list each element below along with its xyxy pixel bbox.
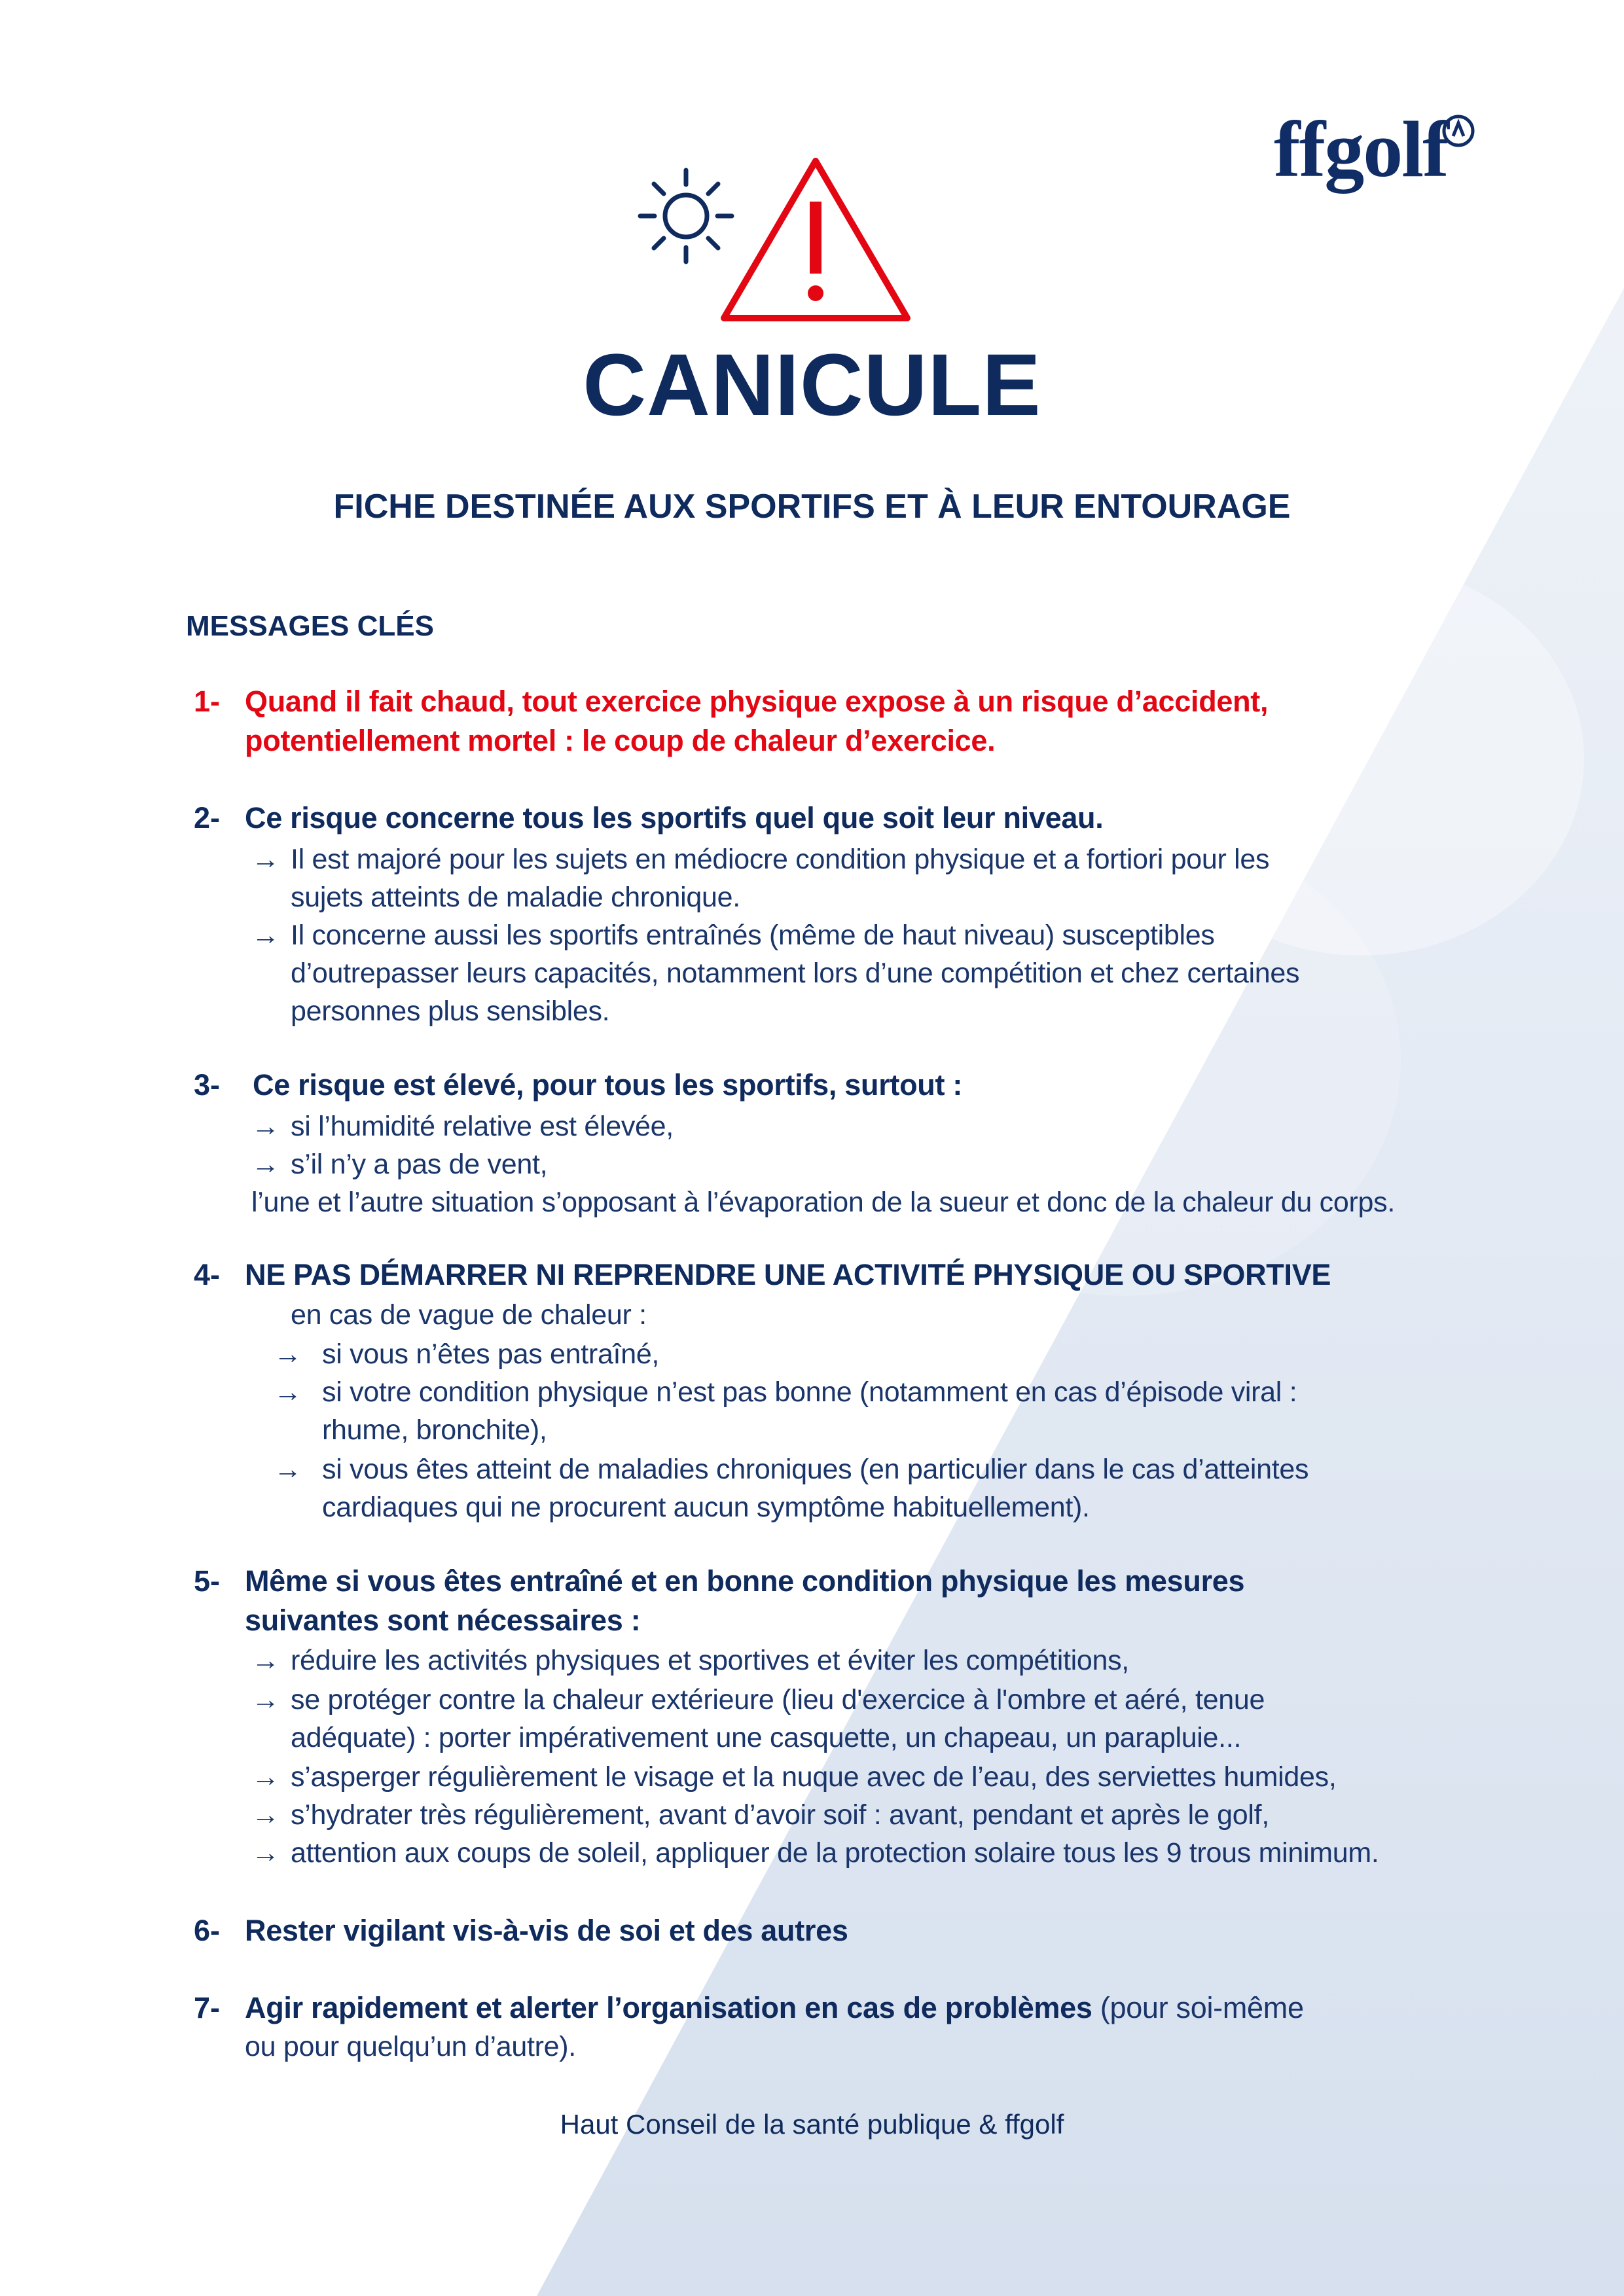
page-subtitle: FICHE DESTINÉE AUX SPORTIFS ET À LEUR ENTOURAGE — [333, 488, 1291, 526]
item-2-bullet-2-line-2: d’outrepasser leurs capacités, notamment lors d’une compétition et chez certaines — [291, 958, 1300, 989]
item-number: 5- — [194, 1564, 221, 1598]
item-4-bullet-2-line-1: si votre condition physique n’est pas bonne (notamment en cas d’épisode viral : — [322, 1376, 1297, 1408]
item-number: 2- — [194, 801, 221, 834]
item-number: 1- — [194, 685, 221, 718]
warning-triangle-icon — [717, 154, 914, 326]
item-3-trailing-text: l’une et l’autre situation s’opposant à l’évaporation de la sueur et donc de la chaleur du corps. — [251, 1187, 1395, 1218]
arrow-icon: → — [251, 920, 280, 951]
item-2-bullet-2-line-1: Il concerne aussi les sportifs entraînés (même de haut niveau) susceptibles — [291, 920, 1215, 951]
arrow-icon: → — [251, 1149, 280, 1180]
item-1-heading-line-1: Quand il fait chaud, tout exercice physique expose à un risque d’accident, — [245, 685, 1269, 718]
item-7-continuation: ou pour quelqu’un d’autre). — [245, 2031, 576, 2062]
item-number: 7- — [194, 1991, 221, 2024]
arrow-icon: → — [274, 1454, 302, 1485]
arrow-icon: → — [251, 1761, 280, 1793]
item-4-intro: en cas de vague de chaleur : — [291, 1299, 647, 1331]
arrow-icon: → — [274, 1376, 302, 1408]
item-2-bullet-2-line-3: personnes plus sensibles. — [291, 996, 610, 1027]
item-5-bullet-3: s’asperger régulièrement le visage et la nuque avec de l’eau, des serviettes humides, — [291, 1761, 1337, 1793]
item-5-bullet-2-line-2: adéquate) : porter impérativement une casquette, un chapeau, un parapluie... — [291, 1722, 1242, 1753]
arrow-icon: → — [274, 1338, 302, 1370]
item-6-heading: Rester vigilant vis-à-vis de soi et des autres — [245, 1914, 848, 1947]
item-4-bullet-2-line-2: rhume, bronchite), — [322, 1414, 547, 1446]
item-5-bullet-1: réduire les activités physiques et sportives et éviter les compétitions, — [291, 1645, 1129, 1676]
item-5-bullet-2-line-1: se protéger contre la chaleur extérieure (lieu d'exercice à l'ombre et aéré, tenue — [291, 1684, 1265, 1715]
page-title: CANICULE — [583, 336, 1041, 434]
item-7-heading — [245, 1988, 1304, 2028]
ffgolf-logo: ffgolf — [1274, 105, 1448, 194]
item-3-bullet-1: si l’humidité relative est élevée, — [291, 1111, 674, 1142]
arrow-icon: → — [251, 844, 280, 875]
item-3-bullet-2: s’il n’y a pas de vent, — [291, 1149, 548, 1180]
arrow-icon: → — [251, 1684, 280, 1715]
item-7-heading-bold: Agir rapidement et alerter l’organisation en cas de problèmes — [245, 1991, 1092, 2024]
item-4-bullet-3-line-1: si vous êtes atteint de maladies chroniques (en particulier dans le cas d’atteintes — [322, 1454, 1309, 1485]
arrow-icon: → — [251, 1645, 280, 1676]
arrow-icon: → — [251, 1837, 280, 1869]
item-5-heading-line-2: suivantes sont nécessaires : — [245, 1604, 641, 1637]
item-2-bullet-1-line-2: sujets atteints de maladie chronique. — [291, 882, 740, 913]
arrow-icon: → — [251, 1799, 280, 1831]
item-4-bullet-1: si vous n’êtes pas entraîné, — [322, 1338, 660, 1370]
item-2-heading: Ce risque concerne tous les sportifs quel que soit leur niveau. — [245, 801, 1104, 834]
item-4-heading: NE PAS DÉMARRER NI REPRENDRE UNE ACTIVITÉ PHYSIQUE OU SPORTIVE — [245, 1258, 1331, 1291]
item-7-heading-suffix: (pour soi-même — [1100, 1991, 1304, 2024]
footer-credit: Haut Conseil de la santé publique & ffgolf — [560, 2109, 1064, 2140]
arrow-icon: → — [251, 1111, 280, 1142]
item-1-heading-line-2: potentiellement mortel : le coup de chaleur d’exercice. — [245, 724, 996, 757]
item-number: 4- — [194, 1258, 221, 1291]
section-heading: MESSAGES CLÉS — [186, 610, 434, 642]
item-number: 6- — [194, 1914, 221, 1947]
item-5-heading-line-1: Même si vous êtes entraîné et en bonne condition physique les mesures — [245, 1564, 1245, 1598]
item-5-bullet-4: s’hydrater très régulièrement, avant d’avoir soif : avant, pendant et après le golf, — [291, 1799, 1269, 1831]
item-5-bullet-5: attention aux coups de soleil, appliquer de la protection solaire tous les 9 trous minimum. — [291, 1837, 1379, 1869]
item-3-heading: Ce risque est élevé, pour tous les sportifs, surtout : — [253, 1068, 963, 1102]
registered-mark-icon — [1441, 114, 1475, 148]
item-2-bullet-1-line-1: Il est majoré pour les sujets en médiocre condition physique et a fortiori pour les — [291, 844, 1270, 875]
item-number: 3- — [194, 1068, 221, 1102]
item-4-bullet-3-line-2: cardiaques qui ne procurent aucun symptôme habituellement). — [322, 1492, 1090, 1523]
